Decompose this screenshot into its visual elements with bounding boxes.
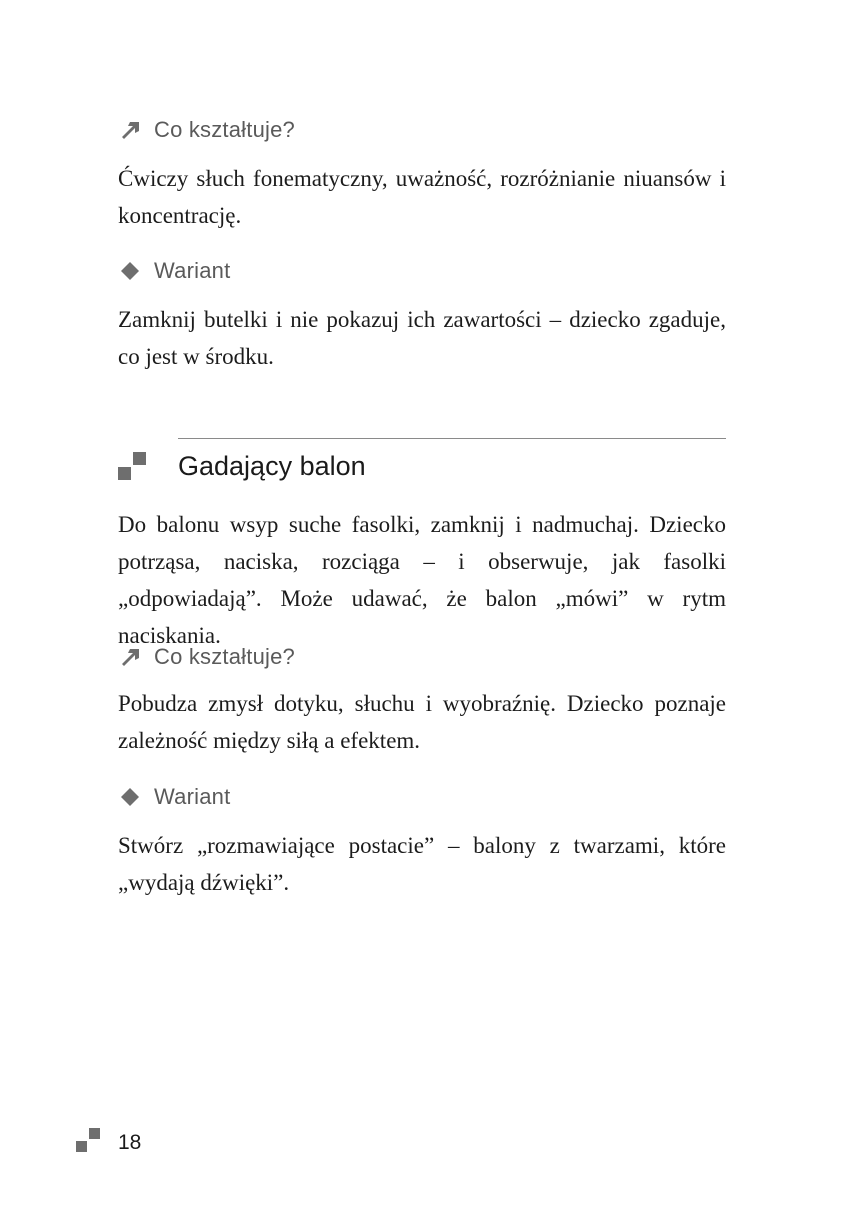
section-variant-paragraph: Stwórz „rozmawiające postacie” – balony z twarzami, które „wydają dźwięki”. — [118, 833, 726, 895]
variant-paragraph: Zamknij butelki i nie pokazuj ich zawartości – dziecko zgaduje, co jest w środku. — [118, 307, 726, 369]
skills-label-text: Co kształtuje? — [154, 117, 295, 142]
skills-label — [118, 116, 295, 144]
section-title: Gadający balon — [178, 451, 366, 481]
section-variant-label-text: Wariant — [154, 784, 231, 809]
section-skills-paragraph: Pobudza zmysł dotyku, słuchu i wyobraźnię. Dziecko poznaje zależność między siłą a efektem. — [118, 691, 726, 753]
page-number: 18 — [118, 1131, 142, 1154]
diamond-icon — [118, 785, 142, 809]
section-variant-label — [118, 783, 230, 811]
stepped-squares-icon — [118, 452, 148, 482]
arrow-up-right-icon — [118, 118, 142, 142]
section-divider — [178, 438, 726, 439]
arrow-up-right-icon — [118, 645, 142, 669]
skills-paragraph: Ćwiczy słuch fonematyczny, uważność, rozróżnianie niuansów i koncentrację. — [118, 166, 726, 228]
diamond-icon — [118, 259, 142, 283]
stepped-squares-icon — [76, 1128, 102, 1154]
section-skills-label — [118, 643, 295, 671]
variant-label — [118, 257, 230, 285]
variant-label-text: Wariant — [154, 258, 231, 283]
section-skills-label-text: Co kształtuje? — [154, 644, 295, 669]
section-intro-paragraph: Do balonu wsyp suche fasolki, zamknij i nadmuchaj. Dziecko potrząsa, naciska, rozciąga – i obserwuje, jak fasolki „odpowiadają”. Może udawać, że balon „mówi” w rytm naciskania. — [118, 512, 726, 648]
